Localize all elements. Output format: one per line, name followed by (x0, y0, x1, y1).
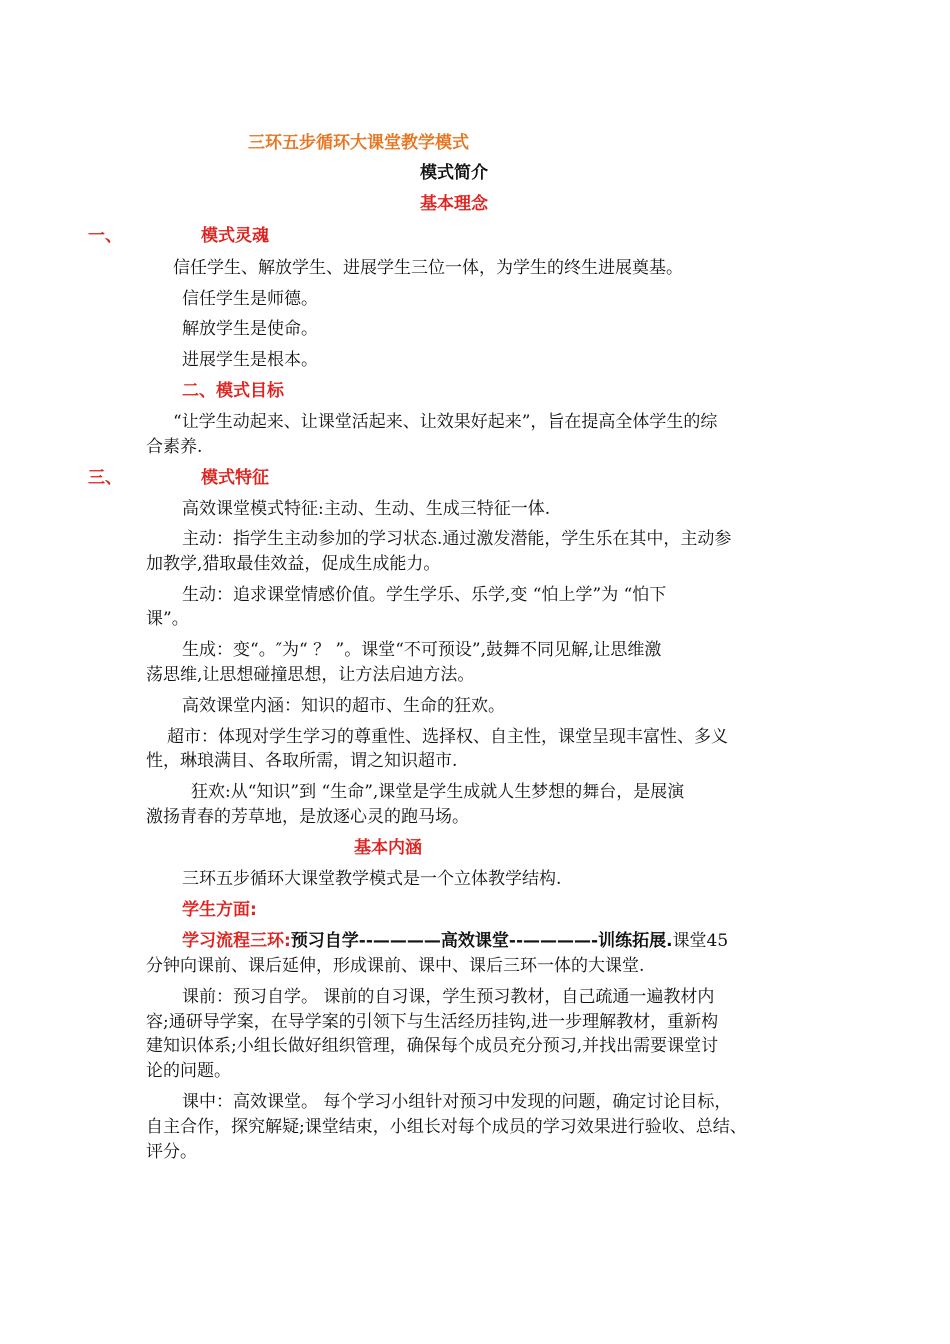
feature-line: 激扬青春的芳草地，是放逐心灵的跑马场。 (146, 807, 469, 827)
in-class-line: 评分。 (146, 1142, 197, 1162)
structure-text: 三环五步循环大课堂教学模式是一个立体教学结构. (182, 869, 562, 889)
flow-tail: 课堂45 (672, 931, 729, 951)
feature-line: 荡思维,让思想碰撞思想，让方法启迪方法。 (146, 665, 475, 685)
in-class-line: 课中：高效课堂。 每个学习小组针对预习中发现的问题，确定讨论目标， (182, 1092, 732, 1112)
pre-class-line: 课前：预习自学。 课前的自习课，学生预习教材，自己疏通一遍教材内 (182, 987, 715, 1007)
feature-line: 高效课堂模式特征:主动、生动、生成三特征一体. (182, 499, 551, 519)
pre-class-line: 容;通研导学案，在导学案的引领下与生活经历挂钩,进一步理解教材，重新构 (146, 1012, 719, 1032)
feature-line: 加教学,猎取最佳效益，促成生成能力。 (146, 554, 441, 574)
feature-line: 性，琳琅满目、各取所需，谓之知识超市. (146, 751, 458, 771)
document-title: 三环五步循环大课堂教学模式 (248, 133, 469, 153)
section-1-heading: 模式灵魂 (201, 226, 269, 246)
feature-line: 主动：指学生主动参加的学习状态.通过激发潜能，学生乐在其中，主动参 (182, 529, 732, 549)
pre-class-line: 建知识体系;小组长做好组织管理，确保每个成员充分预习,并找出需要课堂讨 (146, 1036, 719, 1056)
feature-line: 高效课堂内涵：知识的超市、生命的狂欢。 (182, 696, 505, 716)
pre-class-line: 论的问题。 (146, 1061, 231, 1081)
soul-text: 信任学生、解放学生、进展学生三位一体，为学生的终生进展奠基。 (173, 258, 683, 278)
in-class-line: 自主合作，探究解疑;课堂结束，小组长对每个成员的学习效果进行验收、总结、 (146, 1117, 747, 1137)
connotation-heading: 基本内涵 (354, 838, 422, 858)
section-3-heading: 模式特征 (201, 468, 269, 488)
section-3-number: 三、 (88, 468, 122, 488)
goal-text-line: 合素养. (146, 437, 203, 457)
flow-label: 学习流程三环: (182, 931, 291, 951)
feature-line: 生成：变“。″为“ ？ ”。课堂“不可预设”,鼓舞不同见解,让思维激 (182, 640, 662, 660)
section-1-number: 一、 (88, 226, 122, 246)
goal-text-line: “让学生动起来、让课堂活起来、让效果好起来”，旨在提高全体学生的综 (173, 412, 718, 432)
soul-item: 解放学生是使命。 (182, 319, 318, 339)
feature-line: 课”。 (146, 609, 189, 629)
feature-line: 狂欢:从“知识”到 “生命”,课堂是学生成就人生梦想的舞台，是展演 (191, 782, 685, 802)
feature-line: 生动：追求课堂情感价值。学生学乐、乐学,变 “怕上学”为 “怕下 (182, 585, 667, 605)
feature-line: 超市：体现对学生学习的尊重性、选择权、自主性，课堂呈现丰富性、多义 (167, 727, 728, 747)
concept-heading: 基本理念 (420, 194, 488, 214)
flow-steps: 预习自学--————高效课堂--————-训练拓展. (290, 931, 673, 951)
soul-item: 进展学生是根本。 (182, 350, 318, 370)
section-2-heading: 二、模式目标 (182, 381, 284, 401)
student-heading: 学生方面: (182, 900, 257, 920)
intro-heading: 模式简介 (420, 163, 488, 183)
soul-item: 信任学生是师德。 (182, 289, 318, 309)
learning-flow-line (182, 929, 728, 954)
flow-line-2: 分钟向课前、课后延伸，形成课前、课中、课后三环一体的大课堂. (146, 956, 645, 976)
